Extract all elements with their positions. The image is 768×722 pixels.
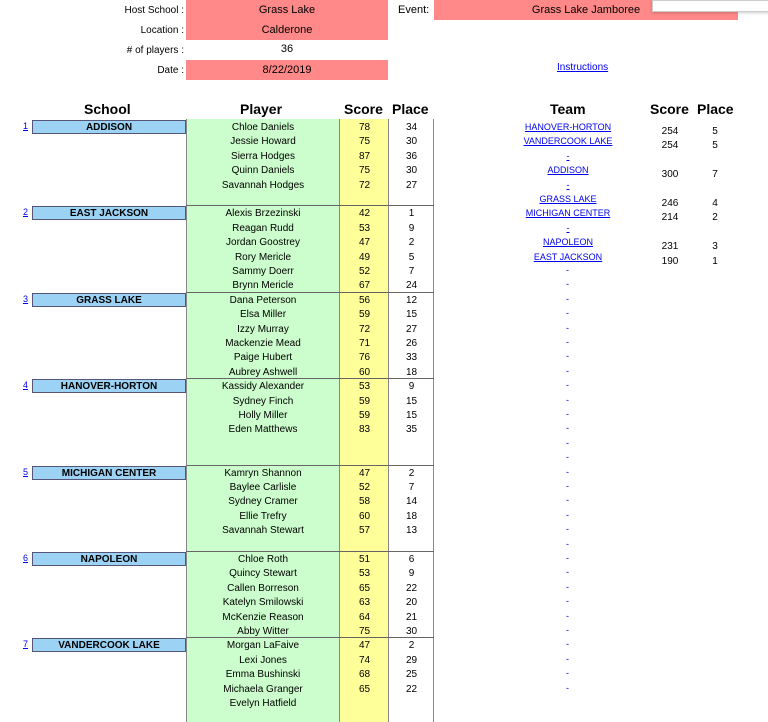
empty-team-link[interactable]: - [566, 524, 569, 535]
player-score: 58 [358, 496, 371, 508]
empty-team-link[interactable]: - [566, 380, 569, 391]
player-name: Elsa Miller [239, 309, 287, 321]
player-score: 52 [358, 266, 371, 277]
player-name: Abby Witter [237, 626, 289, 637]
team-name-link[interactable]: HANOVER-HORTON [524, 122, 612, 132]
player-name: Baylee Carlisle [229, 482, 297, 493]
player-place: 12 [405, 294, 418, 306]
player-name: Holly Miller [238, 410, 288, 421]
instructions-link[interactable]: Instructions [557, 62, 609, 73]
player-score: 47 [358, 467, 371, 479]
school-number-link[interactable]: 6 [23, 553, 29, 563]
player-place: 30 [405, 165, 418, 177]
player-place: 21 [405, 611, 418, 623]
player-place: 13 [405, 525, 418, 537]
player-name: Dana Peterson [229, 294, 297, 306]
team-score: 246 [661, 198, 679, 209]
team-name-link[interactable]: VANDERCOOK LAKE [523, 136, 613, 147]
player-name: Izzy Murray [237, 323, 289, 335]
player-name: Paige Hubert [233, 352, 293, 364]
player-name: Mackenzie Mead [225, 338, 301, 349]
player-place: 33 [405, 352, 418, 364]
team-score: 214 [661, 212, 679, 224]
team-score [650, 154, 690, 168]
team-header: Team [550, 101, 586, 117]
player-name: Sammy Doerr [232, 266, 294, 277]
school-header: School [84, 101, 131, 117]
empty-team-link[interactable]: - [566, 365, 569, 376]
empty-team-link[interactable]: - [566, 452, 569, 463]
player-name: Rory Mericle [234, 251, 292, 263]
location-label: Location : [140, 25, 184, 36]
school-number-link[interactable]: 7 [23, 639, 29, 650]
player-name: Eden Matthews [228, 424, 298, 436]
player-score: 59 [358, 395, 371, 407]
team-score-header: Score [650, 101, 689, 117]
player-name: Michaela Granger [223, 683, 303, 695]
empty-team-link[interactable]: - [566, 567, 569, 578]
player-score: 53 [358, 568, 371, 580]
player-score: 78 [358, 122, 371, 133]
school-divider [186, 205, 434, 206]
empty-team-link[interactable]: - [566, 596, 569, 607]
player-place: 2 [408, 237, 415, 249]
team-score: 231 [661, 241, 679, 253]
event-label: Event: [398, 4, 430, 16]
player-score: 75 [358, 136, 371, 148]
player-score: 71 [358, 338, 371, 349]
team-score: 254 [661, 140, 679, 152]
player-name: Sydney Cramer [228, 496, 298, 508]
team-place-header: Place [697, 101, 734, 117]
player-place: 9 [408, 568, 415, 580]
empty-team-link[interactable]: - [566, 625, 569, 635]
player-score: 67 [358, 280, 371, 292]
team-name-link[interactable]: NAPOLEON [542, 237, 593, 248]
player-place: 1 [408, 208, 415, 220]
player-name: Alexis Brzezinski [225, 208, 301, 220]
player-score: 74 [358, 654, 371, 666]
team-name-link[interactable]: - [566, 150, 570, 161]
player-place: 6 [408, 554, 415, 565]
player-score: 52 [358, 482, 371, 493]
team-place: 4 [712, 198, 718, 209]
school-divider [186, 292, 434, 293]
player-place: 15 [405, 309, 418, 321]
empty-team-link[interactable]: - [566, 639, 569, 650]
player-score: 72 [358, 323, 371, 335]
empty-team-link[interactable]: - [566, 394, 569, 405]
empty-team-link[interactable]: - [566, 265, 569, 275]
player-score: 47 [358, 640, 371, 652]
empty-team-link[interactable]: - [566, 581, 569, 592]
player-score: 75 [358, 165, 371, 177]
location-field[interactable]: Calderone [186, 20, 388, 40]
team-score [650, 183, 690, 197]
empty-team-link[interactable]: - [566, 293, 569, 304]
team-place: 2 [712, 212, 718, 224]
player-place: 34 [405, 122, 418, 133]
empty-team-link[interactable]: - [566, 337, 569, 347]
school-number-link[interactable]: 1 [23, 121, 29, 131]
empty-team-link[interactable]: - [566, 409, 569, 419]
player-place: 7 [408, 482, 415, 493]
player-name: Callen Borreson [227, 582, 299, 594]
player-name: Brynn Mericle [232, 280, 294, 292]
team-name-link[interactable]: - [566, 222, 570, 233]
team-score: 254 [661, 126, 679, 137]
team-name-link[interactable]: MICHIGAN CENTER [525, 208, 611, 219]
player-place: 35 [405, 424, 418, 436]
player-place: 26 [405, 338, 418, 349]
player-name: Chloe Daniels [231, 122, 295, 133]
player-name: Savannah Stewart [222, 525, 304, 537]
player-place: 7 [408, 266, 415, 277]
empty-team-link[interactable]: - [566, 495, 569, 506]
player-score: 65 [358, 582, 371, 594]
player-place: 27 [405, 323, 418, 335]
player-place: 30 [405, 136, 418, 148]
school-divider [186, 465, 434, 466]
team-score: 300 [661, 169, 679, 181]
team-name-link[interactable]: GRASS LAKE [539, 194, 597, 204]
empty-team-link[interactable]: - [566, 682, 569, 693]
school-number-link[interactable]: 2 [23, 207, 29, 218]
player-name: Jessie Howard [230, 136, 296, 148]
team-name-link[interactable]: - [566, 179, 570, 190]
empty-team-link[interactable]: - [566, 509, 569, 520]
event-field[interactable]: Grass Lake Jamboree [434, 0, 738, 20]
player-score: 64 [358, 611, 371, 623]
school-name: MICHIGAN CENTER [32, 466, 186, 480]
school-name: HANOVER-HORTON [32, 379, 186, 393]
player-name: Aubrey Ashwell [228, 366, 298, 378]
player-place: 2 [408, 467, 415, 479]
player-score: 68 [358, 669, 371, 681]
school-name: EAST JACKSON [32, 206, 186, 220]
player-score: 63 [358, 597, 371, 609]
player-name: Sierra Hodges [231, 150, 295, 162]
player-name: Quincy Stewart [229, 568, 297, 580]
player-place: 18 [405, 510, 418, 522]
player-place: 14 [405, 496, 418, 508]
host-school-label: Host School : [124, 5, 184, 16]
team-place: 5 [712, 126, 718, 137]
empty-team-link[interactable]: - [566, 553, 569, 563]
players-count-value: 36 [280, 43, 294, 55]
empty-team-link[interactable]: - [566, 653, 569, 664]
school-number-link[interactable]: 3 [23, 293, 29, 304]
player-name: Morgan LaFaive [226, 640, 300, 652]
school-divider [186, 637, 434, 638]
player-place: 24 [405, 280, 418, 292]
school-number-link[interactable]: 5 [23, 466, 29, 477]
player-score: 76 [358, 352, 371, 364]
player-name: Savannah Hodges [221, 179, 305, 191]
player-place: 30 [405, 626, 418, 637]
player-score: 65 [358, 683, 371, 695]
player-score: 53 [358, 222, 371, 234]
empty-team-link[interactable]: - [566, 279, 569, 290]
player-score: 59 [358, 309, 371, 321]
player-place: 15 [405, 395, 418, 407]
player-name: Jordan Goostrey [226, 237, 300, 249]
empty-team-link[interactable]: - [566, 423, 569, 434]
team-name-link[interactable]: ADDISON [547, 165, 589, 176]
players-count-label: # of players : [126, 45, 184, 56]
player-score: 87 [358, 150, 371, 162]
empty-team-link[interactable]: - [566, 610, 569, 621]
player-score: 49 [358, 251, 371, 263]
player-header: Player [240, 101, 283, 117]
team-place [700, 183, 730, 197]
empty-team-link[interactable]: - [566, 668, 569, 679]
player-name: Katelyn Smilowski [222, 597, 304, 609]
team-score: 190 [661, 255, 679, 267]
overlay-panel [652, 0, 768, 12]
empty-team-link[interactable]: - [566, 437, 569, 448]
player-score [340, 697, 389, 711]
player-name: Ellie Trefry [239, 510, 287, 522]
player-name: Emma Bushinski [225, 669, 301, 681]
school-name: GRASS LAKE [32, 293, 186, 307]
player-place: 15 [405, 410, 418, 421]
date-field[interactable]: 8/22/2019 [186, 60, 388, 80]
empty-team-link[interactable]: - [566, 322, 569, 333]
player-place: 9 [408, 222, 415, 234]
team-place: 3 [712, 241, 718, 253]
host-school-field[interactable]: Grass Lake [186, 0, 388, 20]
player-name: Kassidy Alexander [221, 381, 305, 393]
team-place [700, 226, 730, 240]
player-score: 72 [358, 179, 371, 191]
player-score: 47 [358, 237, 371, 249]
player-name: Lexi Jones [239, 654, 287, 666]
player-place: 29 [405, 654, 418, 666]
empty-team-link[interactable]: - [566, 466, 569, 477]
player-place: 22 [405, 683, 418, 695]
player-score: 53 [358, 381, 371, 393]
player-score: 60 [358, 510, 371, 522]
player-place [389, 697, 434, 711]
empty-team-link[interactable]: - [566, 308, 569, 319]
school-name: NAPOLEON [32, 552, 186, 566]
player-score: 56 [358, 294, 371, 306]
player-score: 75 [358, 626, 371, 637]
player-name: Reagan Rudd [232, 222, 294, 234]
score-header: Score [344, 101, 383, 117]
player-place: 2 [408, 640, 415, 652]
date-label: Date : [157, 65, 184, 76]
player-place: 18 [405, 366, 418, 378]
player-name: Sydney Finch [232, 395, 294, 407]
team-score [650, 226, 690, 240]
player-place: 27 [405, 179, 418, 191]
team-place: 5 [712, 140, 718, 152]
team-place: 7 [712, 169, 718, 181]
player-score: 59 [358, 410, 371, 421]
player-place: 9 [408, 381, 415, 393]
school-number-link[interactable]: 4 [23, 380, 29, 391]
player-score: 51 [358, 554, 371, 565]
player-score: 60 [358, 366, 371, 378]
player-name: Kamryn Shannon [224, 467, 302, 479]
school-name: VANDERCOOK LAKE [32, 638, 186, 652]
player-place: 22 [405, 582, 418, 594]
team-name-link[interactable]: EAST JACKSON [533, 251, 603, 262]
team-place [700, 154, 730, 168]
player-name: McKenzie Reason [222, 611, 304, 623]
player-place: 25 [405, 669, 418, 681]
player-score: 83 [358, 424, 371, 436]
player-name: Evelyn Hatfield [229, 698, 297, 709]
player-score: 57 [358, 525, 371, 537]
player-place: 20 [405, 597, 418, 609]
player-place: 5 [408, 251, 415, 263]
empty-team-link[interactable]: - [566, 481, 569, 491]
player-name: Quinn Daniels [231, 165, 295, 177]
player-score: 42 [358, 208, 371, 220]
place-header: Place [392, 101, 429, 117]
school-name: ADDISON [32, 120, 186, 134]
school-divider [186, 551, 434, 552]
player-place: 36 [405, 150, 418, 162]
empty-team-link[interactable]: - [566, 538, 569, 549]
player-name: Chloe Roth [237, 554, 289, 565]
school-divider [186, 378, 434, 379]
team-place: 1 [712, 255, 718, 267]
empty-team-link[interactable]: - [566, 351, 569, 362]
